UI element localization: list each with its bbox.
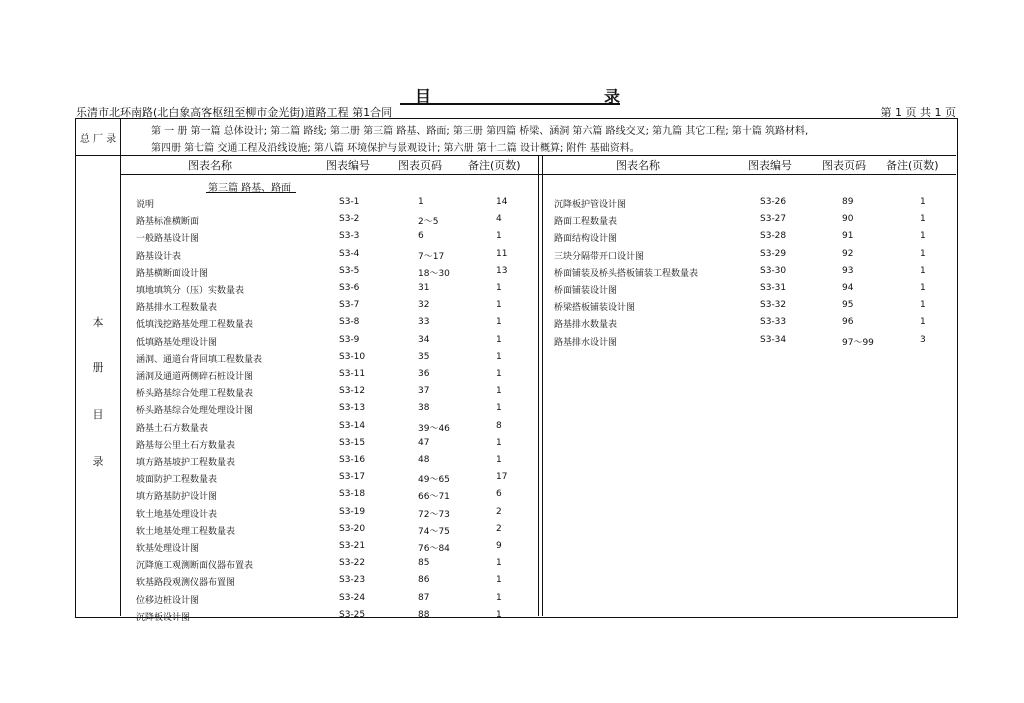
- table-row: [76, 522, 956, 539]
- table-row: [76, 453, 956, 470]
- cell-name: 沉降施工观测断面仪器布置表: [136, 561, 254, 572]
- cell-code: S3-16: [339, 455, 366, 465]
- cell-name: 沉降板护管设计图: [554, 200, 627, 210]
- cell-name: 路基设计表: [136, 251, 182, 262]
- cell-pages: 96: [842, 317, 854, 328]
- cell-pages: 33: [418, 317, 430, 328]
- header-code: 图表编号: [326, 159, 370, 172]
- side-label-char: 册: [92, 361, 104, 374]
- cell-pages: 32: [418, 300, 430, 311]
- cell-note: 1: [496, 317, 502, 328]
- cell-name: 涵洞及通道两侧碎石桩设计图: [136, 372, 254, 382]
- cell-pages: 76～84: [418, 544, 450, 554]
- cell-name: 三块分隔带开口设计图: [554, 251, 645, 262]
- cell-code: S3-30: [760, 265, 787, 276]
- document-title: [400, 84, 620, 104]
- cell-name: 路基排水工程数量表: [136, 303, 218, 314]
- cell-name: 桥面铺装设计图: [554, 286, 618, 296]
- cell-note: 1: [496, 575, 502, 586]
- cell-pages: 90: [842, 214, 854, 225]
- cell-code: S3-22: [339, 558, 366, 569]
- cell-code: S3-24: [339, 592, 366, 603]
- cell-pages: 97～99: [842, 337, 874, 348]
- cell-code: S3-27: [760, 214, 787, 225]
- cell-note: 13: [496, 265, 508, 276]
- cell-name: 沉降板设计图: [136, 612, 191, 623]
- cell-pages: 92: [842, 248, 854, 259]
- title-left-char: 目: [415, 87, 432, 106]
- general-catalog-label: 总 厂 录: [79, 133, 117, 145]
- cell-name: 路面结构设计图: [554, 234, 618, 245]
- cell-code: S3-8: [339, 317, 360, 328]
- cell-pages: 7～17: [418, 251, 445, 262]
- cell-name: 路基土石方数量表: [136, 423, 209, 434]
- volume-line: 第 一 册 第一篇 总体设计; 第二篇 路线; 第二册 第三篇 路基、路面; 第三册 第四篇 桥梁、涵洞 第六篇 路线交叉; 第九篇 其它工程; 第十篇 筑路材料,: [151, 126, 809, 137]
- section-underline: [206, 192, 296, 193]
- table-row: [76, 487, 956, 504]
- cell-pages: 66～71: [418, 492, 450, 503]
- cell-pages: 88: [418, 609, 430, 620]
- cell-note: 1: [496, 609, 502, 620]
- cell-code: S3-9: [339, 334, 360, 345]
- table-row: [76, 436, 956, 453]
- cell-code: S3-31: [760, 283, 787, 293]
- cell-code: S3-34: [760, 334, 787, 345]
- table-row: [76, 281, 956, 298]
- cell-note: 3: [920, 334, 926, 345]
- section-title: 第三篇 路基、路面: [208, 183, 292, 194]
- cell-pages: 74～75: [418, 526, 450, 537]
- cell-pages: 91: [842, 231, 854, 242]
- table-row: [76, 539, 956, 556]
- table-row: [76, 591, 956, 608]
- cell-name: 路面工程数量表: [554, 217, 618, 228]
- project-name: 乐清市北环南路(北白象高客枢纽至柳市金光街)道路工程 第1合同: [76, 106, 393, 119]
- header-note: 备注(页数): [468, 159, 521, 172]
- cell-code: S3-26: [760, 197, 787, 207]
- table-row: [76, 247, 956, 264]
- cell-name: 位移边桩设计图: [136, 595, 200, 606]
- cell-pages: 89: [842, 197, 854, 207]
- side-label-char: 目: [92, 408, 104, 421]
- cell-pages: 18～30: [418, 268, 450, 279]
- cell-code: S3-11: [339, 369, 366, 379]
- table-row: [76, 556, 956, 573]
- cell-pages: 93: [842, 265, 854, 276]
- cell-name: 说明: [136, 200, 155, 210]
- table-row: [76, 333, 956, 350]
- table-row: [76, 608, 956, 625]
- cell-note: 1: [496, 334, 502, 345]
- cell-code: S3-28: [760, 231, 787, 242]
- cell-pages: 1: [418, 197, 424, 207]
- table-row: [76, 315, 956, 332]
- cell-pages: 37: [418, 386, 430, 397]
- cell-pages: 49～65: [418, 475, 450, 486]
- title-underline: [400, 103, 620, 105]
- cell-name: 路基排水设计图: [554, 337, 618, 348]
- cell-note: 2: [496, 523, 502, 534]
- table-row: [76, 367, 956, 384]
- cell-note: 1: [920, 197, 926, 207]
- table-row: [76, 401, 956, 418]
- cell-code: S3-17: [339, 472, 366, 483]
- table-row: [76, 229, 956, 246]
- cell-note: 1: [496, 231, 502, 242]
- cell-note: 4: [496, 214, 502, 225]
- cell-code: S3-25: [339, 609, 366, 620]
- cell-note: 1: [496, 351, 502, 362]
- header-name: 图表名称: [188, 159, 232, 172]
- cell-pages: 86: [418, 575, 430, 586]
- table-row: [76, 212, 956, 229]
- cell-pages: 31: [418, 283, 430, 293]
- cell-note: 9: [496, 541, 502, 551]
- cell-note: 1: [496, 403, 502, 414]
- header-pages: 图表页码: [398, 159, 442, 172]
- cell-note: 1: [496, 455, 502, 465]
- cell-note: 1: [496, 386, 502, 397]
- table-row: [76, 350, 956, 367]
- table-row: [76, 573, 956, 590]
- cell-pages: 6: [418, 231, 424, 242]
- cell-name: 填方路基坡护工程数量表: [136, 458, 236, 468]
- cell-name: 低填路基处理设计图: [136, 337, 218, 348]
- cell-note: 17: [496, 472, 508, 483]
- cell-note: 2: [496, 506, 502, 517]
- cell-note: 1: [920, 300, 926, 311]
- cell-note: 8: [496, 420, 502, 431]
- cell-note: 1: [920, 214, 926, 225]
- side-label-char: 本: [92, 316, 104, 329]
- cell-code: S3-14: [339, 420, 366, 431]
- cell-code: S3-19: [339, 506, 366, 517]
- cell-pages: 34: [418, 334, 430, 345]
- cell-name: 桥梁搭板铺装设计图: [554, 303, 636, 314]
- table-row: [76, 505, 956, 522]
- cell-pages: 2～5: [418, 217, 439, 228]
- catalog-table: [75, 118, 958, 623]
- cell-pages: 95: [842, 300, 854, 311]
- volume-line: 第四册 第七篇 交通工程及沿线设施; 第八篇 环境保护与景观设计; 第六册 第十二篇 设计概算; 附件 基础资料。: [151, 143, 640, 154]
- cell-pages: 87: [418, 592, 430, 603]
- cell-code: S3-7: [339, 300, 360, 311]
- cell-note: 1: [496, 437, 502, 448]
- cell-pages: 94: [842, 283, 854, 293]
- cell-name: 桥面铺装及桥头搭板铺装工程数量表: [554, 268, 699, 279]
- cell-name: 路基标准横断面: [136, 217, 200, 228]
- cell-name: 软基处理设计图: [136, 544, 200, 554]
- cell-note: 1: [920, 317, 926, 328]
- cell-code: S3-20: [339, 523, 366, 534]
- cell-note: 6: [496, 489, 502, 500]
- cell-pages: 72～73: [418, 509, 450, 520]
- cell-code: S3-12: [339, 386, 366, 397]
- cell-code: S3-33: [760, 317, 787, 328]
- cell-name: 桥头路基综合处理处理设计图: [136, 406, 254, 417]
- cell-note: 1: [496, 369, 502, 379]
- cell-note: 1: [920, 248, 926, 259]
- cell-name: 路基排水数量表: [554, 320, 618, 331]
- cell-code: S3-15: [339, 437, 366, 448]
- cell-note: 1: [496, 283, 502, 293]
- cell-name: 低填浅挖路基处理工程数量表: [136, 320, 254, 331]
- cell-pages: 38: [418, 403, 430, 414]
- cell-note: 1: [496, 558, 502, 569]
- cell-name: 填地填筑分（压）实数量表: [136, 286, 245, 296]
- cell-note: 1: [920, 231, 926, 242]
- cell-name: 软基路段观测仪器布置图: [136, 578, 236, 589]
- table-row: [76, 298, 956, 315]
- cell-code: S3-21: [339, 541, 366, 551]
- cell-name: 坡面防护工程数量表: [136, 475, 218, 486]
- cell-code: S3-10: [339, 351, 366, 362]
- table-row: [76, 384, 956, 401]
- side-label-char: 录: [92, 455, 104, 468]
- cell-code: S3-4: [339, 248, 360, 259]
- header-note: 备注(页数): [886, 159, 939, 172]
- cell-name: 路基每公里土石方数量表: [136, 440, 236, 451]
- cell-code: S3-2: [339, 214, 360, 225]
- cell-code: S3-1: [339, 197, 360, 207]
- cell-pages: 39～46: [418, 423, 450, 434]
- header-name: 图表名称: [616, 159, 660, 172]
- cell-pages: 47: [418, 437, 430, 448]
- cell-code: S3-13: [339, 403, 366, 414]
- title-right-char: 录: [603, 87, 620, 106]
- header-pages: 图表页码: [822, 159, 866, 172]
- cell-code: S3-32: [760, 300, 787, 311]
- cell-name: 填方路基防护设计图: [136, 492, 218, 503]
- cell-name: 桥头路基综合处理工程数量表: [136, 389, 254, 400]
- cell-note: 1: [920, 265, 926, 276]
- cell-note: 11: [496, 248, 508, 259]
- cell-code: S3-23: [339, 575, 366, 586]
- table-row: [76, 195, 956, 212]
- table-row: [76, 419, 956, 436]
- cell-pages: 48: [418, 455, 430, 465]
- cell-name: 涵洞、通道台背回填工程数量表: [136, 354, 263, 365]
- cell-code: S3-5: [339, 265, 360, 276]
- volume-list: [151, 123, 808, 157]
- cell-code: S3-29: [760, 248, 787, 259]
- table-row: [76, 470, 956, 487]
- page-info: 第 1 页 共 1 页: [880, 106, 956, 119]
- cell-name: 软土地基处理工程数量表: [136, 526, 236, 537]
- cell-name: 一般路基设计图: [136, 234, 200, 245]
- cell-note: 1: [920, 283, 926, 293]
- cell-name: 路基横断面设计图: [136, 268, 209, 279]
- cell-note: 1: [496, 300, 502, 311]
- cell-note: 1: [496, 592, 502, 603]
- cell-code: S3-6: [339, 283, 360, 293]
- cell-code: S3-18: [339, 489, 366, 500]
- table-row: [76, 264, 956, 281]
- header-code: 图表编号: [748, 159, 792, 172]
- cell-name: 软土地基处理设计表: [136, 509, 218, 520]
- cell-pages: 35: [418, 351, 430, 362]
- cell-code: S3-3: [339, 231, 360, 242]
- cell-pages: 36: [418, 369, 430, 379]
- cell-pages: 85: [418, 558, 430, 569]
- cell-note: 14: [496, 197, 508, 207]
